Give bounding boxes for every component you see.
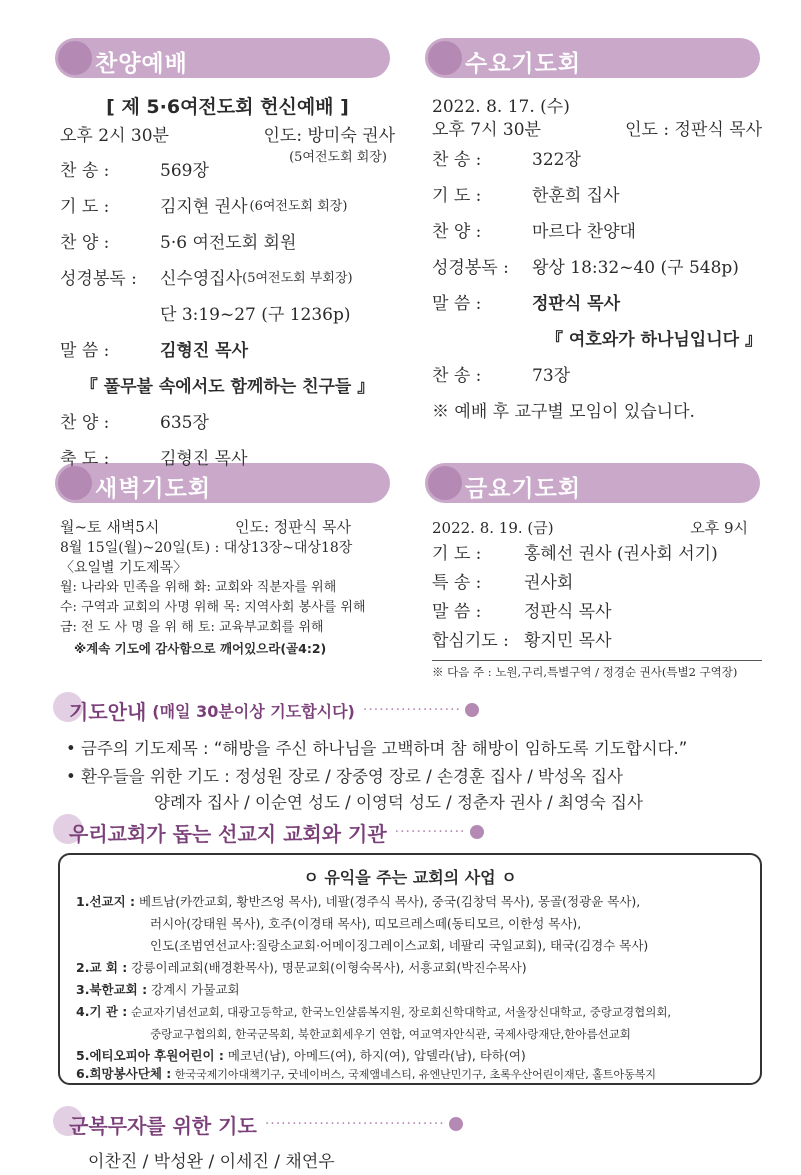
mission-row [76, 1063, 656, 1086]
missions-box [58, 853, 762, 1085]
order-value: 김지현 권사 [160, 197, 248, 217]
order-row [432, 178, 762, 214]
military-title: 군복무자를 위한 기도 [69, 1113, 257, 1138]
order-label: 성경봉독 : [60, 269, 137, 289]
mission-value: 베트남(카깐교회, 황반즈엉 목사), 네팔(경주식 목사), 중국(김창덕 목사), 몽골(정광윤 목사), [139, 894, 641, 909]
order-row [432, 598, 762, 627]
order-row [432, 250, 762, 286]
order-label: 말 씀 : [432, 294, 482, 314]
mission-value: 러시아(강태원 목사), 호주(이경태 목사), 띠모르레스떼(동티모르, 이한성 목사), [150, 916, 582, 931]
order-label: 특 송 : [432, 573, 482, 593]
order-value: 황지민 목사 [524, 631, 612, 651]
prayer-guide-title: 기도안내 [69, 699, 147, 724]
order-label: 성경봉독 : [432, 258, 509, 278]
mission-value: 인도(조범연선교사:질랑소교회·어메이징그레이스교회, 네팔리 국일교회), 태국(김경수 목사) [150, 938, 649, 953]
prayer-guide-heading [55, 694, 575, 726]
missions-heading [55, 816, 595, 848]
military-heading [55, 1108, 595, 1140]
wednesday-leader: 인도 : 정판식 목사 [625, 120, 762, 140]
sunday-leader: 인도: 방미숙 권사 [263, 126, 395, 146]
order-label: 합심기도 : [432, 631, 509, 651]
mission-value: 메코넌(남), 아메드(여), 하지(여), 압델라(남), 타하(여) [227, 1048, 526, 1063]
order-label: 찬 양 : [432, 222, 482, 242]
mission-label: 2.교 회 : [76, 960, 128, 975]
order-note: (6여전도회 회장) [249, 199, 348, 214]
order-value: 635장 [160, 413, 209, 433]
sunday-heading: 찬양예배 [95, 51, 188, 77]
wednesday-heading-bar [425, 38, 760, 78]
wednesday-date: 2022. 8. 17. (수) [432, 97, 570, 117]
order-row [432, 540, 762, 569]
order-value: 569장 [160, 161, 209, 181]
order-label: 말 씀 : [432, 602, 482, 622]
sunday-leader-note: (5여전도회 회장) [289, 150, 387, 165]
mission-value: 중랑교구협의회, 한국군목회, 북한교회세우기 연합, 여교역자안식관, 국제사랑재단,한아름선교회 [150, 1027, 631, 1041]
dawn-period: 8월 15일(월)~20일(토) : 대상13장~대상18장 [60, 540, 353, 556]
order-value: 권사회 [524, 573, 574, 593]
friday-date: 2022. 8. 19. (금) [432, 519, 554, 537]
dawn-topic: 금: 전 도 사 명 을 위 해 토: 교육부교회를 위해 [60, 620, 324, 635]
order-row [432, 286, 762, 322]
order-value: 정판식 목사 [524, 602, 612, 622]
order-row [60, 189, 395, 225]
order-value: 김형진 목사 [160, 449, 248, 469]
order-label: 찬 양 : [60, 233, 110, 253]
preacher: 김형진 목사 [160, 341, 249, 361]
preacher: 정판식 목사 [532, 294, 621, 314]
friday-heading-bar [425, 463, 760, 503]
order-label: 축 도 : [60, 449, 110, 469]
mission-value: 한국국제기아대책기구, 굿네이버스, 국제앰네스티, 유엔난민기구, 초록우산어린이재단, 홀트아동복지 [174, 1068, 657, 1081]
mission-label: 5.에티오피아 후원어린이 : [76, 1048, 224, 1063]
patients-line-2: 양례자 집사 / 이순연 성도 / 이영덕 성도 / 정춘자 권사 / 최영숙 집사 [154, 793, 643, 812]
order-value: 73장 [532, 366, 571, 386]
dawn-topic: 수: 구역과 교회의 사명 위해 목: 지역사회 봉사를 위해 [60, 600, 366, 615]
mission-row [150, 935, 648, 957]
sunday-section [60, 92, 395, 477]
mission-label: 4.기 관 : [76, 1004, 128, 1019]
order-label: 찬 송 : [432, 150, 482, 170]
order-value: 5·6 여전도회 회원 [160, 233, 297, 253]
friday-next: ※ 다음 주 : 노원,구리,특별구역 / 정경순 권사(특별2 구역장) [432, 665, 738, 679]
mission-row [150, 1023, 631, 1045]
mission-label: 3.북한교회 : [76, 982, 148, 997]
order-label: 찬 송 : [432, 366, 482, 386]
mission-label: 6.희망봉사단체 : [76, 1066, 172, 1081]
patients-line: • 환우들을 위한 기도 : 정성원 장로 / 장중영 장로 / 손경훈 집사 / 박성옥 집사 [66, 767, 623, 786]
order-value: 322장 [532, 150, 581, 170]
dotted-leader: ·················· [362, 702, 461, 718]
scripture-ref: 단 3:19~27 (구 1236p) [160, 305, 351, 325]
order-row [432, 214, 762, 250]
order-note: (5여전도회 부회장) [242, 271, 353, 286]
mission-row [76, 957, 527, 979]
dawn-time: 월~토 새벽5시 [60, 518, 160, 536]
wednesday-heading: 수요기도회 [465, 51, 582, 77]
dawn-verse: ※계속 기도에 감사함으로 깨어있으라(골4:2) [74, 641, 327, 656]
mission-row [76, 1001, 671, 1023]
order-value: 마르다 찬양대 [532, 222, 636, 242]
dawn-section [60, 516, 400, 660]
mission-value: 순교자기념선교회, 대광고등학교, 한국노인샬롬복지원, 장로회신학대학교, 서울장신대학교, 중랑교경협의회, [130, 1005, 672, 1019]
end-dot [449, 1117, 463, 1131]
sunday-service-title: [ 제 5·6여전도회 헌신예배 ] [106, 96, 349, 118]
order-row [432, 569, 762, 598]
order-label: 말 씀 : [60, 341, 110, 361]
heading-dot [428, 41, 462, 75]
prayer-guide-subtitle: (매일 30분이상 기도합시다) [152, 701, 355, 721]
sermon-title: 『 여호와가 하나님입니다 』 [546, 330, 762, 350]
order-value: 신수영집사 [160, 269, 243, 289]
wednesday-section [432, 96, 762, 430]
mission-row [150, 913, 581, 935]
order-label: 기 도 : [432, 186, 482, 206]
end-dot [470, 825, 484, 839]
order-label: 찬 양 : [60, 413, 110, 433]
friday-heading: 금요기도회 [465, 476, 582, 502]
mission-label: 1.선교지 : [76, 894, 136, 909]
order-row [60, 225, 395, 261]
wednesday-time: 오후 7시 30분 [432, 120, 541, 140]
mission-row [76, 891, 640, 913]
dawn-heading: 새벽기도회 [95, 476, 212, 502]
order-value: 왕상 18:32~40 (구 548p) [532, 258, 739, 278]
order-row [432, 142, 762, 178]
heading-dot [58, 41, 92, 75]
dawn-topic: 월: 나라와 민족을 위해 화: 교회와 직분자를 위해 [60, 580, 337, 595]
order-row [60, 333, 395, 369]
dotted-leader: ································· [264, 1116, 445, 1132]
mission-row [76, 979, 240, 1001]
sunday-time: 오후 2시 30분 [60, 126, 169, 146]
order-label: 찬 송 : [60, 161, 110, 181]
order-row [60, 261, 395, 297]
friday-time: 오후 9시 [690, 519, 748, 537]
order-value: 한훈희 집사 [532, 186, 620, 206]
order-label: 기 도 : [432, 544, 482, 564]
order-row [432, 358, 762, 394]
sermon-title: 『 풀무불 속에서도 함께하는 친구들 』 [80, 377, 375, 397]
dotted-leader: ············· [394, 824, 466, 840]
order-row [60, 405, 395, 441]
military-names: 이찬진 / 박성완 / 이세진 / 채연우 [88, 1152, 335, 1172]
order-value: 홍혜선 권사 (권사회 서기) [524, 544, 718, 564]
dawn-leader: 인도: 정판식 목사 [235, 518, 352, 536]
dawn-topics-title: 〈요일별 기도제목〉 [60, 560, 188, 576]
order-row [60, 441, 395, 477]
wednesday-note: ※ 예배 후 교구별 모임이 있습니다. [432, 402, 695, 422]
missions-box-title: ㅇ 유익을 주는 교회의 사업 ㅇ [303, 868, 517, 887]
mission-value: 강릉이레교회(배경환목사), 명문교회(이형숙목사), 서흥교회(박진수목사) [131, 960, 527, 975]
prayer-topic-line: • 금주의 기도제목 : “해방을 주신 하나님을 고백하며 참 해방이 임하도록 기도합시다.” [66, 739, 688, 758]
friday-section [432, 516, 762, 683]
order-label: 기 도 : [60, 197, 110, 217]
order-row [432, 627, 762, 656]
mission-value: 강계시 가물교회 [151, 982, 240, 997]
heading-dot [428, 466, 462, 500]
end-dot [465, 703, 479, 717]
missions-title: 우리교회가 돕는 선교지 교회와 기관 [69, 821, 387, 846]
sunday-heading-bar [55, 38, 390, 78]
